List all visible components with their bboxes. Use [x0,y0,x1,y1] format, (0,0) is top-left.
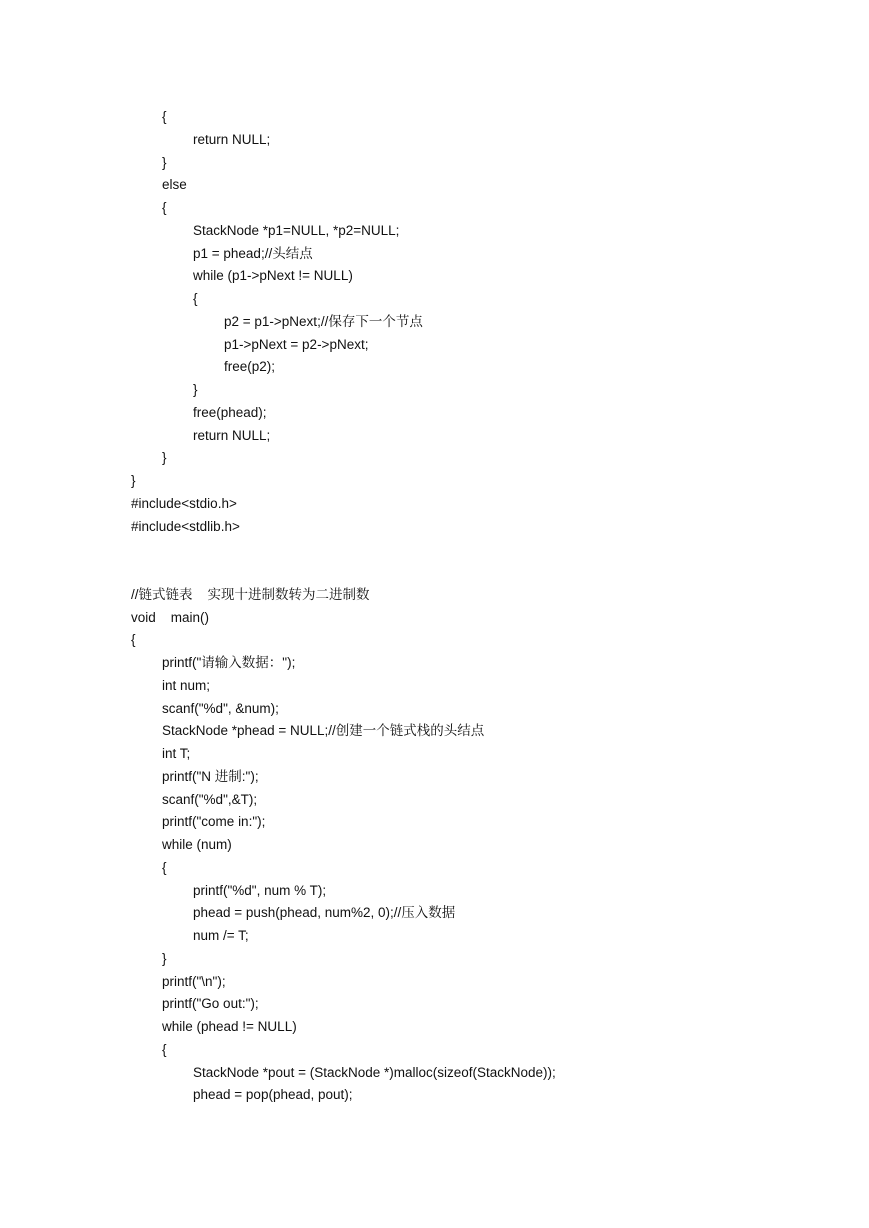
code-line: } [193,382,198,397]
code-line: int T; [162,746,191,761]
code-line: num /= T; [193,928,249,943]
code-line: //链式链表 实现十进制数转为二进制数 [131,586,370,602]
code-line: int num; [162,677,211,693]
code-line: { [162,859,167,875]
code-line: } [162,450,167,466]
code-line: printf("N 进制:"); [162,768,259,784]
code-line: phead = push(phead, num%2, 0);//压入数据 [193,905,456,921]
code-line: printf("请输入数据："); [162,655,296,670]
code-line: p1 = phead;//头结点 [193,245,313,261]
code-line: while (p1->pNext != NULL) [193,268,353,284]
code-line: p1->pNext = p2->pNext; [224,336,369,352]
code-line: free(p2); [224,359,276,375]
code-line: printf("Go out:"); [162,996,259,1012]
code-line: StackNode *pout = (StackNode *)malloc(sizeof(StackNode)); [193,1064,556,1080]
code-line: printf("%d", num % T); [193,882,327,898]
code-line: #include<stdlib.h> [131,518,240,534]
code-line: } [131,473,136,488]
code-line: while (phead != NULL) [162,1019,297,1034]
code-line: { [162,109,167,124]
code-line: } [162,950,167,966]
code-line: } [162,154,167,170]
code-line: StackNode *p1=NULL, *p2=NULL; [193,222,400,238]
code-line: { [162,200,167,215]
code-line: { [131,632,136,648]
code-line: else [162,177,187,193]
code-line: free(phead); [193,404,267,420]
code-line: { [193,291,198,306]
code-line: scanf("%d",&T); [162,791,258,807]
code-line: printf("\n"); [162,973,226,989]
code-line: StackNode *phead = NULL;//创建一个链式栈的头结点 [162,723,485,739]
code-line: phead = pop(phead, pout); [193,1087,353,1103]
code-line: void main() [131,609,210,625]
code-line: p2 = p1->pNext;//保存下一个节点 [224,313,423,329]
code-line: { [162,1041,167,1057]
code-line: return NULL; [193,427,271,443]
code-line: return NULL; [193,131,271,147]
code-line: while (num) [162,837,232,852]
code-line: scanf("%d", &num); [162,700,279,716]
code-line: printf("come in:"); [162,814,266,830]
code-line: #include<stdio.h> [131,495,237,511]
